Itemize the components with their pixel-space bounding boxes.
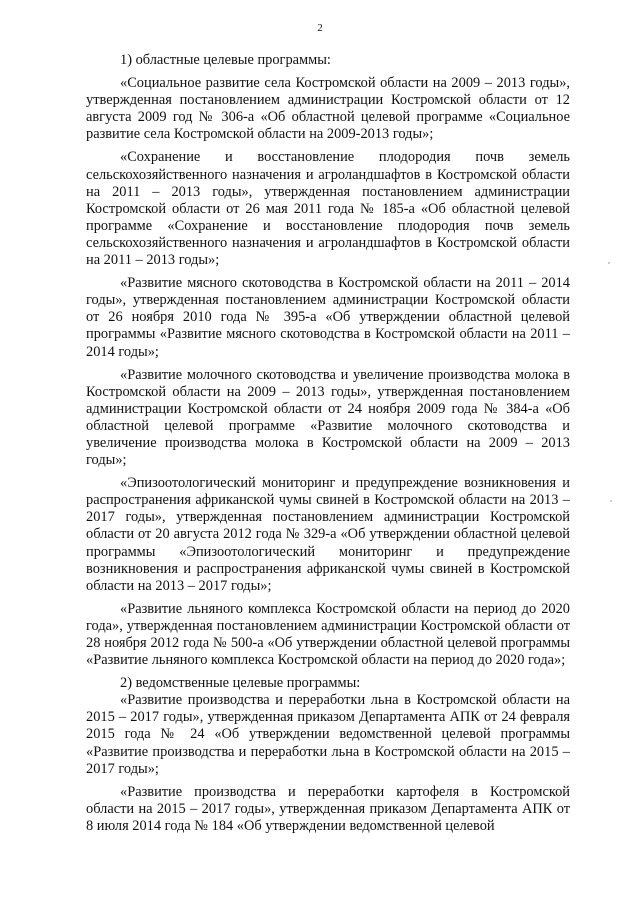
- paragraph-beef-cattle: «Развитие мясного скотоводства в Костромской области на 2011 – 2014 годы», утвержденная постановлением администрации Костромской области от 26 ноября 2010 года № 395-а «Об утверждении областной целевой программы «Развитие мясного скотоводства в Костромской области на 2011 – 2014 годы»;: [86, 275, 570, 360]
- paragraph-soil-fertility: «Сохранение и восстановление плодородия почв земель сельскохозяйственного назначения и агроландшафтов в Костромской области на 2011 – 2013 годы», утвержденная постановлением администрации Костромской области от 26 мая 2011 года № 185-а «Об областной целевой программе «Сохранение и восстановление плодородия почв земель сельскохозяйственного назначения и агроландшафтов в Костромской области на 2011 – 2013 годы»;: [86, 149, 570, 269]
- paragraph-potato-processing: «Развитие производства и переработки картофеля в Костромской области на 2015 – 2017 годы», утвержденная приказом Департамента АПК от 8 июля 2014 года № 184 «Об утверждении ведомственной целевой: [86, 783, 570, 834]
- paragraph-flax-complex: «Развитие льняного комплекса Костромской области на период до 2020 года», утвержденная постановлением администрации Костромской области от 28 ноября 2012 года № 500-а «Об утверждении областной целевой программы «Развитие льняного комплекса Костромской области на период до 2020 года»;: [86, 600, 570, 669]
- document-body: [86, 52, 570, 835]
- paragraph-dairy-cattle: «Развитие молочного скотоводства и увеличение производства молока в Костромской области на 2009 – 2013 годы», утвержденная постановлением администрации Костромской области от 24 ноября 2009 года № 384-а «Об областной целевой программе «Развитие молочного скотоводства и увеличение производства молока в Костромской области на 2009 – 2013 годы»;: [86, 366, 570, 469]
- paragraph-flax-processing: «Развитие производства и переработки льна в Костромской области на 2015 – 2017 годы», утвержденная приказом Департамента АПК от 24 февраля 2015 года № 24 «Об утверждении ведомственной целевой программы «Развитие производства и переработки льна в Костромской области на 2015 – 2017 годы»;: [86, 692, 570, 777]
- scan-speck: [608, 262, 610, 264]
- page-number: 2: [317, 22, 323, 34]
- paragraph-rural-development: «Социальное развитие села Костромской области на 2009 – 2013 годы», утвержденная постановлением администрации Костромской области от 12 августа 2009 год № 306-а «Об областной целевой программе «Социальное развитие села Костромской области на 2009-2013 годы»;: [86, 75, 570, 143]
- paragraph-african-swine-fever: «Эпизоотологический мониторинг и предупреждение возникновения и распространения африканской чумы свиней в Костромской области на 2013 – 2017 годы», утвержденная постановлением администрации Костромской области от 20 августа 2012 года № 329-а «Об утверждении областной целевой программы «Эпизоотологический мониторинг и предупреждение возникновения и распространения африканской чумы свиней в Костромской области на 2013 – 2017 годы»;: [86, 475, 570, 594]
- section-heading-departmental-programs: 2) ведомственные целевые программы:: [120, 675, 361, 692]
- scan-speck: [610, 500, 612, 502]
- section-heading-regional-programs: 1) областные целевые программы:: [120, 52, 331, 68]
